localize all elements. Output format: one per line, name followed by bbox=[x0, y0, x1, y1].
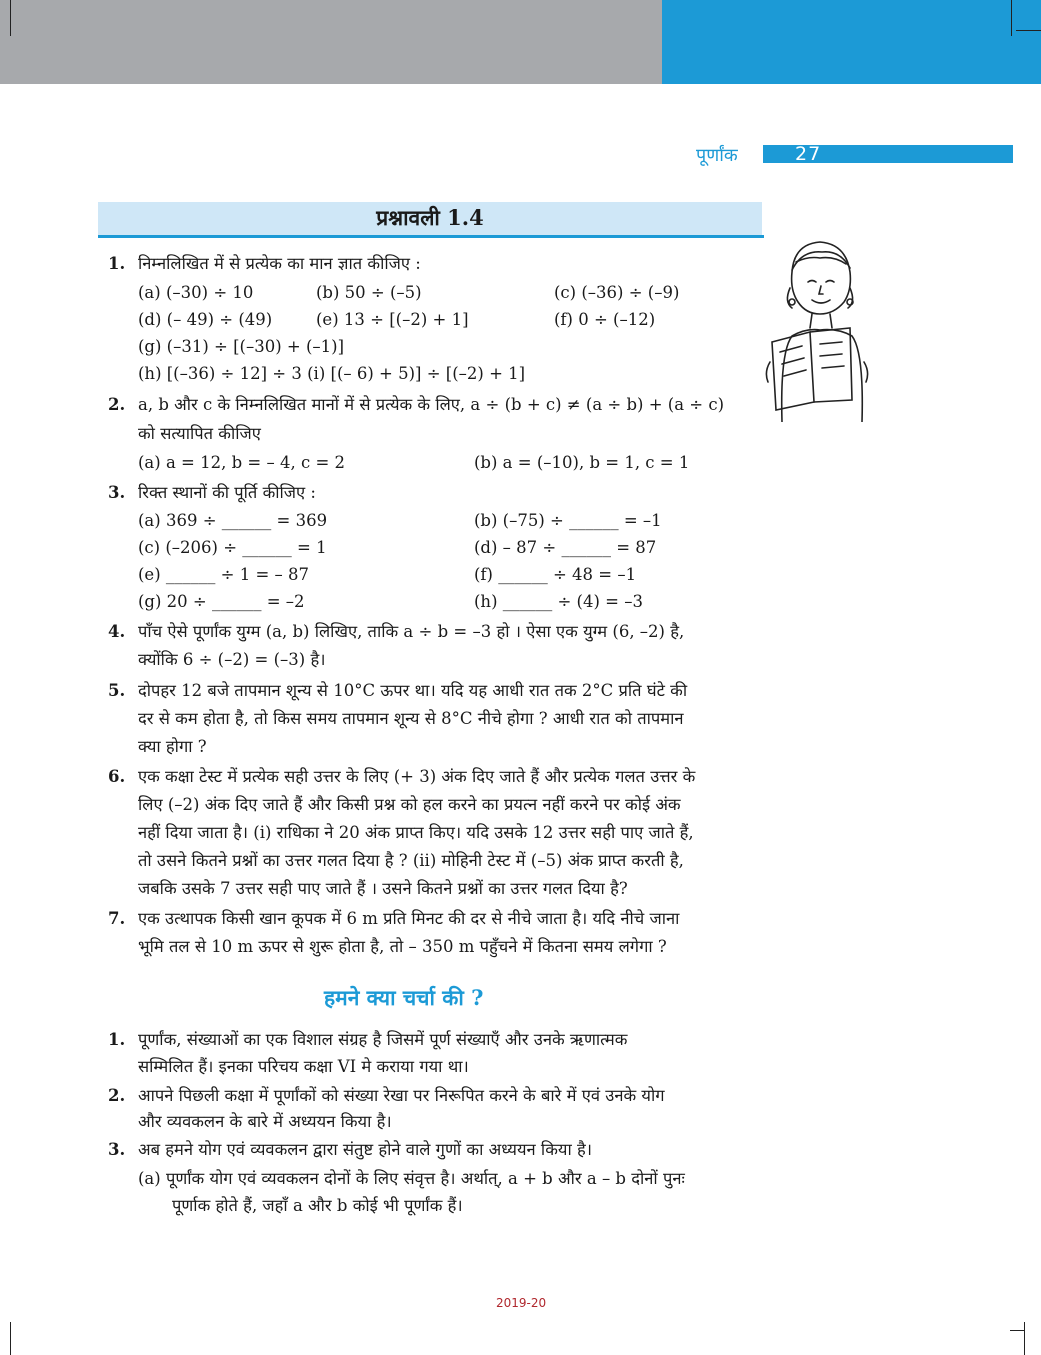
question-text: नहीं दिया जाता है। (i) राधिका ने 20 अंक प्राप्त किए। यदि उसके 12 उत्तर सही पाए जाते हैं, bbox=[138, 823, 694, 842]
question-part: (g) (–31) ÷ [(–30) + (–1)] bbox=[138, 337, 345, 356]
summary-text: सम्मिलित हैं। इनका परिचय कक्षा VI मे कराया गया था। bbox=[138, 1057, 469, 1076]
summary-text: अब हमने योग एवं व्यवकलन द्वारा संतुष्ट होने वाले गुणों का अध्ययन किया है। bbox=[138, 1140, 592, 1159]
question-text: भूमि तल से 10 m ऊपर से शुरू होता है, तो – 350 m पहुँचने में कितना समय लगेगा ? bbox=[138, 937, 667, 956]
question-part: (h) [(–36) ÷ 12] ÷ 3 (i) [(– 6) + 5)] ÷ [(–2) + 1] bbox=[138, 364, 526, 383]
question-text: a, b और c के निम्नलिखित मानों में से प्रत्येक के लिए, a ÷ (b + c) ≠ (a ÷ b) + (a ÷ c) bbox=[138, 395, 725, 414]
question-text: दर से कम होता है, तो किस समय तापमान शून्य से 8°C नीचे होगा ? आधी रात को तापमान bbox=[138, 709, 684, 728]
question-part: (b) 50 ÷ (–5) bbox=[316, 283, 422, 302]
summary-text: पूर्णांक, संख्याओं का एक विशाल संग्रह है जिसमें पूर्ण संख्याएँ और उनके ऋणात्मक bbox=[138, 1030, 628, 1049]
question-part: (c) (–206) ÷ ______ = 1 bbox=[138, 538, 327, 557]
summary-text: आपने पिछली कक्षा में पूर्णांकों को संख्या रेखा पर निरूपित करने के बारे में एवं उनके योग bbox=[138, 1086, 665, 1105]
exercise-title-rule bbox=[98, 235, 764, 238]
question-part: (c) (–36) ÷ (–9) bbox=[554, 283, 680, 302]
question-number: 6. bbox=[108, 767, 126, 786]
page-number: 27 bbox=[795, 143, 822, 165]
girl-reading-illustration bbox=[762, 232, 872, 422]
question-part: (a) 369 ÷ ______ = 369 bbox=[138, 511, 328, 530]
question-text: दोपहर 12 बजे तापमान शून्य से 10°C ऊपर था। यदि यह आधी रात तक 2°C प्रति घंटे की bbox=[138, 681, 688, 700]
top-blue-band bbox=[662, 0, 1041, 84]
summary-subitem: पूर्णाक होते हैं, जहाँ a और b कोई भी पूर्णांक हैं। bbox=[172, 1196, 463, 1215]
question-text: क्या होगा ? bbox=[138, 737, 207, 756]
summary-number: 1. bbox=[108, 1030, 126, 1049]
question-part: (f) ______ ÷ 48 = –1 bbox=[474, 565, 637, 584]
summary-number: 2. bbox=[108, 1086, 126, 1105]
chapter-title: पूर्णांक bbox=[696, 145, 738, 166]
question-part: (b) (–75) ÷ ______ = –1 bbox=[474, 511, 662, 530]
question-text: जबकि उसके 7 उत्तर सही पाए जाते हैं । उसने कितने प्रश्नों का उत्तर गलत दिया है? bbox=[138, 879, 628, 898]
question-part: (f) 0 ÷ (–12) bbox=[554, 310, 656, 329]
question-text: तो उसने कितने प्रश्नों का उत्तर गलत दिया है ? (ii) मोहिनी टेस्ट में (–5) अंक प्राप्त करती है, bbox=[138, 851, 684, 870]
question-number: 2. bbox=[108, 395, 126, 414]
crop-mark bbox=[1010, 1330, 1024, 1331]
question-text: पाँच ऐसे पूर्णांक युग्म (a, b) लिखिए, ताकि a ÷ b = –3 हो । ऐसा एक युग्म (6, –2) है, bbox=[138, 622, 685, 641]
question-number: 5. bbox=[108, 681, 126, 700]
question-part: (d) (– 49) ÷ (49) bbox=[138, 310, 273, 329]
question-part: (e) ______ ÷ 1 = – 87 bbox=[138, 565, 310, 584]
question-number: 3. bbox=[108, 483, 126, 502]
crop-mark bbox=[10, 1322, 11, 1355]
question-text: लिए (–2) अंक दिए जाते हैं और किसी प्रश्न को हल करने का प्रयत्न नहीं करने पर कोई अंक bbox=[138, 795, 681, 814]
question-part: (h) ______ ÷ (4) = –3 bbox=[474, 592, 643, 611]
question-part: (e) 13 ÷ [(–2) + 1] bbox=[316, 310, 469, 329]
question-part: (a) a = 12, b = – 4, c = 2 bbox=[138, 453, 346, 472]
question-part: (d) – 87 ÷ ______ = 87 bbox=[474, 538, 657, 557]
crop-mark bbox=[1011, 0, 1012, 36]
question-text: रिक्त स्थानों की पूर्ति कीजिए : bbox=[138, 483, 316, 502]
question-text: क्योंकि 6 ÷ (–2) = (–3) है। bbox=[138, 650, 326, 669]
summary-heading: हमने क्या चर्चा की ? bbox=[324, 985, 484, 1010]
question-text: एक उत्थापक किसी खान कूपक में 6 m प्रति मिनट की दर से नीचे जाता है। यदि नीचे जाना bbox=[138, 909, 680, 928]
question-number: 7. bbox=[108, 909, 126, 928]
question-part: (g) 20 ÷ ______ = –2 bbox=[138, 592, 305, 611]
summary-text: और व्यवकलन के बारे में अध्ययन किया है। bbox=[138, 1112, 392, 1131]
crop-mark bbox=[1024, 1322, 1025, 1355]
top-gray-band bbox=[0, 0, 662, 84]
summary-number: 3. bbox=[108, 1140, 126, 1159]
footer-year: 2019-20 bbox=[496, 1296, 547, 1310]
crop-mark bbox=[1016, 30, 1041, 31]
question-text: एक कक्षा टेस्ट में प्रत्येक सही उत्तर के लिए (+ 3) अंक दिए जाते हैं और प्रत्येक गलत उत्तर के bbox=[138, 767, 696, 786]
exercise-title: प्रश्नावली 1.4 bbox=[376, 205, 484, 230]
summary-subitem: (a) पूर्णांक योग एवं व्यवकलन दोनों के लिए संवृत्त है। अर्थात्, a + b और a – b दोनों पुनः bbox=[138, 1169, 685, 1188]
question-number: 1. bbox=[108, 254, 126, 273]
question-text: को सत्यापित कीजिए bbox=[138, 424, 261, 443]
question-number: 4. bbox=[108, 622, 126, 641]
question-text: निम्नलिखित में से प्रत्येक का मान ज्ञात कीजिए : bbox=[138, 254, 421, 273]
question-part: (a) (–30) ÷ 10 bbox=[138, 283, 254, 302]
question-part: (b) a = (–10), b = 1, c = 1 bbox=[474, 453, 690, 472]
crop-mark bbox=[10, 0, 11, 36]
